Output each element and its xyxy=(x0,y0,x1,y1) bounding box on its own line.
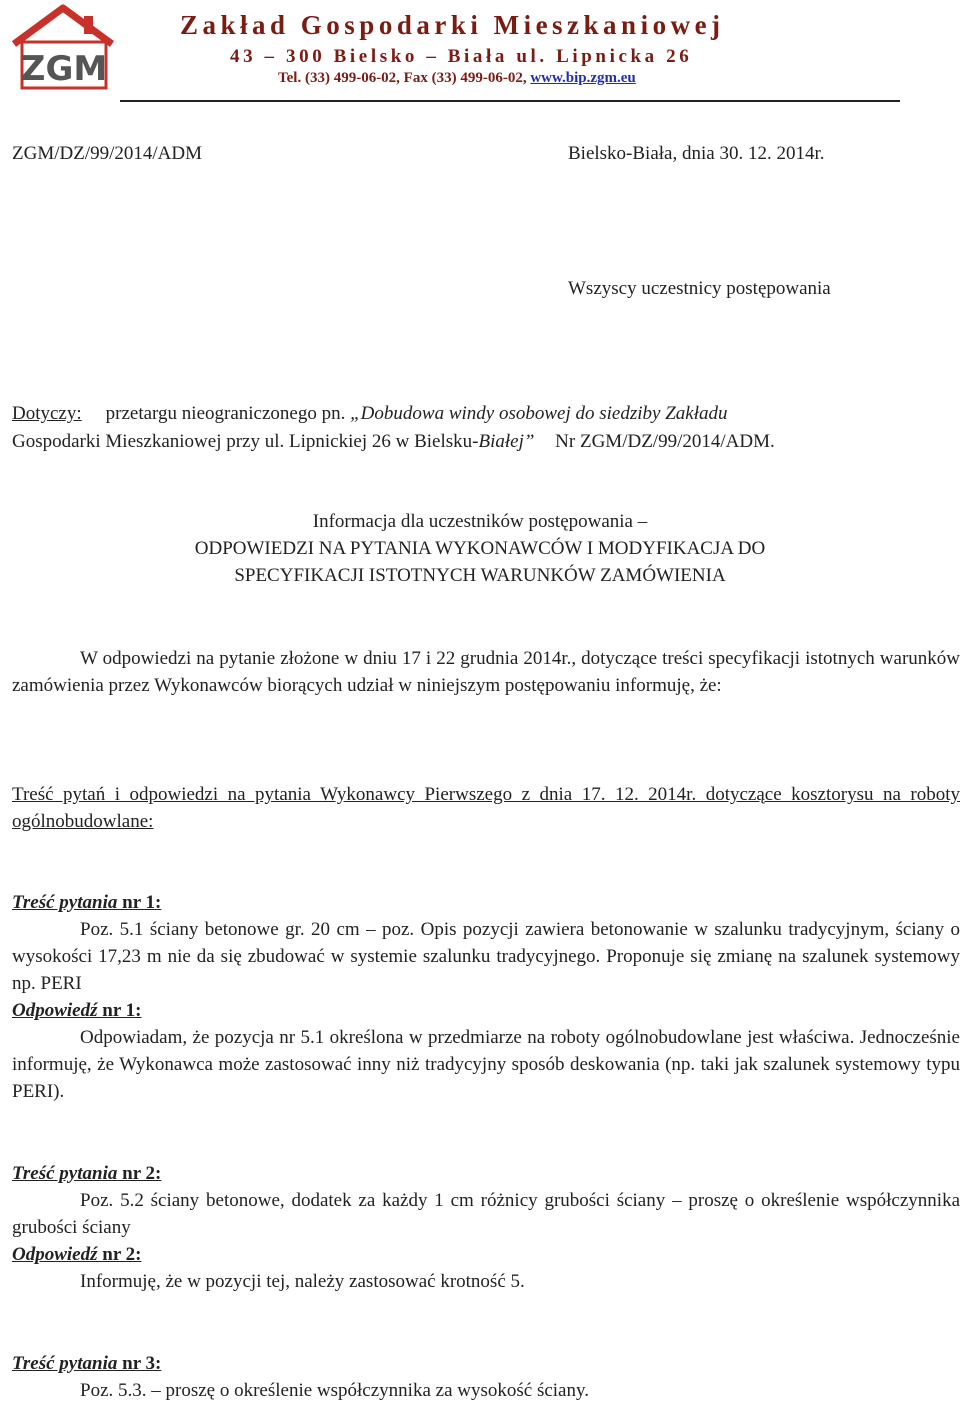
heading-line-2: ODPOWIEDZI NA PYTANIA WYKONAWCÓW I MODYFIKACJA DO xyxy=(194,538,766,559)
question-1-text: Poz. 5.1 ściany betonowe gr. 20 cm – poz. Opis pozycji zawiera betonowanie w szalunku tradycyjnym, ściany o wysokości 17,23 m nie da się zbudować w systemie szalunku tradycyjnego. Proponuje się zmianę na szalunek systemowy np. PERI xyxy=(12,919,960,994)
answer-2-label-num: nr 2: xyxy=(97,1244,142,1265)
answer-2-label xyxy=(12,1241,141,1268)
addressee: Wszyscy uczestnicy postępowania xyxy=(568,278,831,299)
subject-title: „Dobudowa windy osobowej do siedziby Zakładu xyxy=(350,403,728,424)
subject-line-2 xyxy=(12,428,775,455)
question-2-label-italic: Treść pytania xyxy=(12,1163,118,1184)
question-3-label-italic: Treść pytania xyxy=(12,1353,118,1374)
question-3-label xyxy=(12,1350,161,1377)
question-1-label-num: nr 1: xyxy=(117,892,162,913)
question-2-text: Poz. 5.2 ściany betonowe, dodatek za każdy 1 cm różnicy grubości ściany – proszę o określenie współczynnika grubości ściany xyxy=(12,1190,960,1238)
subject-line-2-italic: Białej” xyxy=(478,431,535,452)
question-3-label-num: nr 3: xyxy=(117,1353,162,1374)
intro-paragraph: W odpowiedzi na pytanie złożone w dniu 17 i 22 grudnia 2014r., dotyczące treści specyfikacji istotnych warunków zamówienia przez Wykonawców biorących udział w niniejszym postępowaniu informuję, że: xyxy=(12,648,960,696)
company-address: 43 – 300 Bielsko – Biała ul. Lipnicka 26 xyxy=(230,46,693,67)
question-2-label xyxy=(12,1160,161,1187)
answer-1-text: Odpowiadam, że pozycja nr 5.1 określona w przedmiarze na roboty ogólnobudowlane jest właściwa. Jednocześnie informuję, że Wykonawca może zastosować inny niż tradycyjny sposób deskowania (np. taki jak szalunek systemowy typu PERI). xyxy=(12,1027,960,1102)
answer-1-label-italic: Odpowiedź xyxy=(12,1000,98,1021)
subject-label: Dotyczy: xyxy=(12,403,82,424)
answer-1-label xyxy=(12,997,141,1024)
question-3-text: Poz. 5.3. – proszę o określenie współczynnika za wysokość ściany. xyxy=(80,1380,590,1401)
document-date: Bielsko-Biała, dnia 30. 12. 2014r. xyxy=(568,143,825,164)
logo-text: ZGM xyxy=(20,49,108,89)
question-1-label xyxy=(12,889,161,916)
answer-2-text: Informuję, że w pozycji tej, należy zastosować krotność 5. xyxy=(80,1271,525,1292)
section-title: Treść pytań i odpowiedzi na pytania Wykonawcy Pierwszego z dnia 17. 12. 2014r. dotyczące kosztorysu na roboty ogólnobudowlane: xyxy=(12,784,960,832)
subject-line-2-end: Nr ZGM/DZ/99/2014/ADM. xyxy=(550,431,775,452)
zgm-logo xyxy=(6,2,120,94)
heading-line-3: SPECYFIKACJI ISTOTNYCH WARUNKÓW ZAMÓWIENIA xyxy=(234,565,726,586)
website-link[interactable]: www.bip.zgm.eu xyxy=(530,70,636,86)
header-rule xyxy=(120,100,900,102)
subject-line-1 xyxy=(12,400,727,427)
subject-line-2-text: Gospodarki Mieszkaniowej przy ul. Lipnickiej 26 w Bielsku- xyxy=(12,431,479,452)
company-name: Zakład Gospodarki Mieszkaniowej xyxy=(180,10,725,40)
answer-1-label-num: nr 1: xyxy=(97,1000,142,1021)
answer-2-label-italic: Odpowiedź xyxy=(12,1244,98,1265)
phone-fax: Tel. (33) 499-06-02, Fax (33) 499-06-02, xyxy=(278,70,531,86)
question-2-label-num: nr 2: xyxy=(117,1163,162,1184)
subject-rest: przetargu nieograniczonego pn. xyxy=(105,403,351,424)
company-contact xyxy=(278,70,636,87)
document-reference: ZGM/DZ/99/2014/ADM xyxy=(12,143,202,164)
heading-line-1: Informacja dla uczestników postępowania – xyxy=(312,511,648,532)
question-1-label-italic: Treść pytania xyxy=(12,892,118,913)
